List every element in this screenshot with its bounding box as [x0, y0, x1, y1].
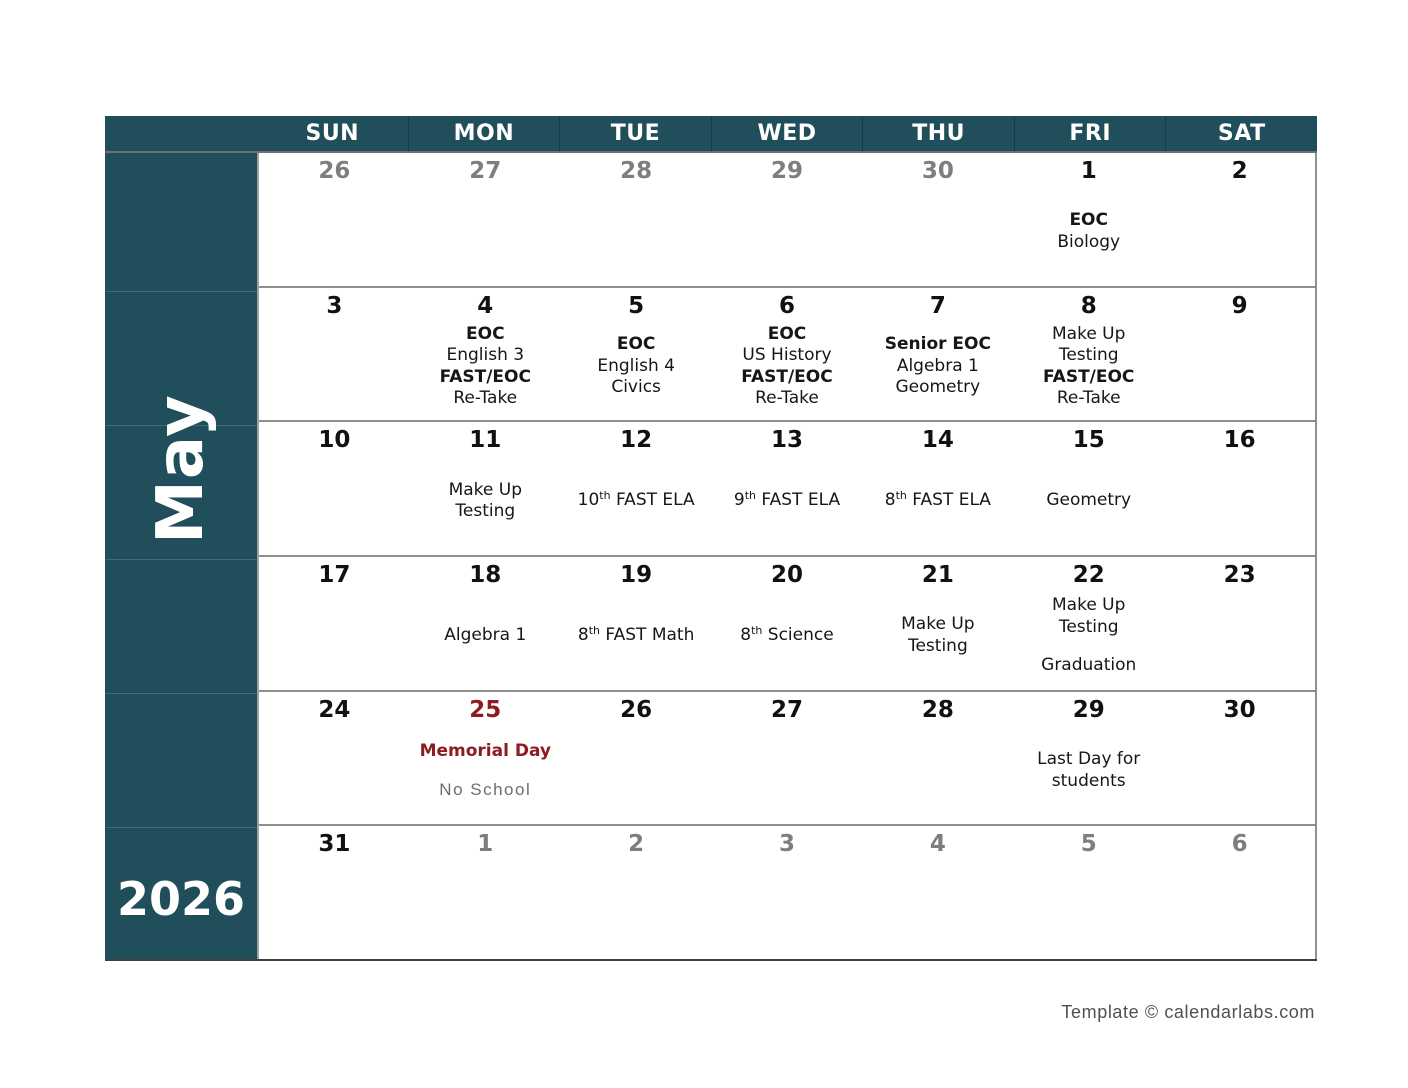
- day-cell: [1013, 692, 1164, 825]
- day-number: 17: [318, 562, 351, 589]
- event-line: Senior EOC: [884, 334, 991, 355]
- day-cell: [410, 153, 561, 286]
- day-number: 30: [921, 158, 954, 184]
- day-number: 29: [770, 158, 803, 184]
- day-number: 4: [929, 831, 946, 858]
- event-line: English 3: [446, 345, 525, 365]
- day-events: [259, 319, 410, 421]
- day-cell: [410, 557, 561, 690]
- day-number: 25: [469, 696, 502, 723]
- day-cell: [410, 422, 561, 555]
- day-cell: [259, 153, 410, 286]
- day-cell: [410, 826, 561, 959]
- day-cell: [1164, 557, 1315, 690]
- day-events: [1013, 453, 1164, 555]
- day-cell: [862, 692, 1013, 825]
- day-number: 26: [620, 696, 653, 723]
- day-cell: [1013, 288, 1164, 421]
- day-number: 2: [1231, 158, 1248, 184]
- day-cell: [712, 153, 863, 286]
- event-text: FAST ELA: [610, 490, 695, 511]
- month-label: May: [144, 394, 218, 544]
- day-events: [1013, 588, 1164, 690]
- event-line: [578, 490, 695, 512]
- day-cell: [1164, 692, 1315, 825]
- event: [1052, 595, 1125, 638]
- event-text: 8: [884, 490, 896, 511]
- event-line: [740, 625, 833, 647]
- day-events: [1013, 319, 1164, 421]
- event: [444, 625, 526, 647]
- event-line: FAST/EOC: [439, 366, 531, 387]
- day-cell: [712, 557, 863, 690]
- day-cell: [561, 692, 712, 825]
- weekday-header-thu: THU: [862, 116, 1014, 151]
- day-events: [410, 857, 561, 959]
- day-events: [259, 184, 410, 286]
- day-events: [1164, 453, 1315, 555]
- day-cell: [1164, 422, 1315, 555]
- day-number: 28: [921, 696, 954, 723]
- event-line: Make Up: [901, 614, 975, 635]
- day-events: [1164, 588, 1315, 690]
- event-line: EOC: [466, 323, 505, 344]
- weekday-header-sat: SAT: [1165, 116, 1317, 151]
- event: [885, 334, 991, 399]
- sidebar-row-divider: [105, 291, 257, 292]
- day-cell: [1164, 288, 1315, 421]
- day-events: [712, 453, 863, 555]
- day-events: [561, 857, 712, 959]
- day-cell: [1164, 153, 1315, 286]
- event-text: 10: [577, 490, 600, 511]
- event-text: FAST ELA: [906, 490, 991, 511]
- event-text: 8: [577, 625, 589, 646]
- day-number: 9: [1231, 292, 1248, 319]
- day-number: 23: [1223, 562, 1256, 589]
- day-events: [561, 723, 712, 825]
- day-events: [712, 588, 863, 690]
- weekday-header-row: [105, 116, 1317, 153]
- event: [420, 741, 551, 763]
- day-number: 5: [628, 292, 645, 319]
- day-number: 7: [929, 292, 946, 319]
- event-line: EOC: [767, 323, 807, 344]
- event-line: Re-Take: [453, 388, 518, 408]
- sidebar-row-divider: [105, 425, 257, 426]
- event: [1041, 655, 1136, 677]
- ordinal-suffix: th: [895, 489, 907, 503]
- sidebar-row-divider: [105, 827, 257, 828]
- sidebar-row-divider: [105, 559, 257, 560]
- day-cell: [410, 692, 561, 825]
- event-line: [885, 490, 991, 512]
- event: [597, 334, 675, 399]
- day-cell: [862, 557, 1013, 690]
- day-events: [1013, 857, 1164, 959]
- event-line: Geometry: [895, 377, 981, 398]
- day-number: 8: [1080, 292, 1097, 319]
- day-cell: [259, 288, 410, 421]
- day-cell: [712, 692, 863, 825]
- week-row: [259, 826, 1315, 959]
- day-number: 31: [318, 831, 351, 858]
- event-line: English 4: [597, 355, 675, 376]
- weekday-header-tue: TUE: [559, 116, 711, 151]
- day-events: [862, 588, 1013, 690]
- day-cell: [862, 422, 1013, 555]
- day-number: 26: [318, 158, 351, 184]
- event-line: Testing: [455, 501, 516, 522]
- event: [449, 480, 522, 523]
- weekday-header-wed: WED: [711, 116, 863, 151]
- event-text: Science: [762, 625, 834, 646]
- day-events: [1164, 857, 1315, 959]
- day-number: 21: [921, 562, 954, 589]
- event-line: Make Up: [1052, 323, 1126, 344]
- day-number: 3: [778, 831, 795, 858]
- day-number: 12: [620, 427, 653, 454]
- event: [741, 324, 832, 410]
- day-number: 3: [326, 292, 343, 319]
- week-row: [259, 422, 1315, 557]
- event-line: Testing: [1058, 345, 1119, 365]
- day-events: [712, 184, 863, 286]
- day-number: 15: [1072, 427, 1105, 454]
- calendar-body: [105, 153, 1317, 961]
- event-line: Re-Take: [1056, 388, 1121, 408]
- event-line: Last Day for: [1037, 749, 1141, 770]
- day-cell: [259, 557, 410, 690]
- event-line: Testing: [907, 635, 968, 656]
- day-number: 27: [770, 696, 803, 723]
- day-events: [862, 319, 1013, 421]
- weekday-header-mon: MON: [408, 116, 560, 151]
- day-number: 18: [469, 562, 502, 589]
- event-line: FAST/EOC: [1043, 366, 1135, 387]
- event-text: FAST ELA: [756, 490, 841, 511]
- day-cell: [1013, 826, 1164, 959]
- day-cell: [712, 826, 863, 959]
- day-events: [561, 453, 712, 555]
- week-row: [259, 692, 1315, 827]
- event-line: EOC: [616, 334, 656, 355]
- day-cell: [712, 288, 863, 421]
- day-events: [1013, 723, 1164, 825]
- day-cell: [259, 826, 410, 959]
- day-cell: [1013, 557, 1164, 690]
- day-events: [862, 857, 1013, 959]
- day-number: 1: [477, 831, 494, 858]
- event-line: [734, 490, 840, 512]
- day-events: [1013, 184, 1164, 286]
- day-events: [862, 453, 1013, 555]
- event-line: [578, 625, 694, 647]
- day-cell: [561, 826, 712, 959]
- event: [1057, 210, 1120, 253]
- day-events: [410, 319, 561, 421]
- day-events: [259, 588, 410, 690]
- day-number: 6: [778, 292, 795, 319]
- event-line: FAST/EOC: [741, 366, 833, 387]
- day-number: 11: [469, 427, 502, 454]
- day-number: 19: [620, 562, 653, 589]
- event: [1043, 324, 1134, 410]
- ordinal-suffix: th: [588, 624, 601, 638]
- weekday-header-fri: FRI: [1014, 116, 1166, 151]
- event-line: students: [1051, 770, 1126, 791]
- day-number: 4: [477, 292, 494, 319]
- day-events: [259, 857, 410, 959]
- day-events: [410, 453, 561, 555]
- day-events: [1164, 319, 1315, 421]
- day-events: [410, 723, 561, 825]
- day-cell: [1013, 422, 1164, 555]
- day-events: [561, 588, 712, 690]
- calendar-grid: [257, 153, 1317, 959]
- day-cell: [259, 692, 410, 825]
- day-events: [410, 588, 561, 690]
- day-cell: [410, 288, 561, 421]
- day-cell: [862, 288, 1013, 421]
- event-line: No School: [439, 780, 532, 800]
- day-cell: [862, 826, 1013, 959]
- event-line: US History: [742, 345, 832, 365]
- event-line: Testing: [1058, 616, 1119, 637]
- event-line: Make Up: [1052, 595, 1126, 616]
- ordinal-suffix: th: [751, 624, 763, 638]
- day-cell: [561, 422, 712, 555]
- event-text: FAST Math: [600, 625, 695, 646]
- day-events: [862, 184, 1013, 286]
- day-cell: [561, 557, 712, 690]
- day-events: [1164, 723, 1315, 825]
- event: [885, 490, 991, 512]
- day-events: [1164, 184, 1315, 286]
- event-line: Graduation: [1041, 655, 1137, 676]
- calendar: [105, 116, 1317, 961]
- sidebar-row-divider: [105, 693, 257, 694]
- day-events: [259, 723, 410, 825]
- day-number: 6: [1231, 831, 1248, 858]
- event: [740, 625, 833, 647]
- event: [1037, 749, 1140, 792]
- event-line: Make Up: [448, 479, 522, 500]
- ordinal-suffix: th: [599, 489, 611, 503]
- day-number: 14: [921, 427, 954, 454]
- footer-credit: Template © calendarlabs.com: [1061, 1002, 1315, 1022]
- ordinal-suffix: th: [744, 489, 757, 503]
- day-events: [561, 184, 712, 286]
- event-line: Biology: [1057, 231, 1121, 252]
- day-events: [712, 857, 863, 959]
- day-cell: [561, 153, 712, 286]
- weekday-header-sun: SUN: [305, 121, 360, 146]
- day-events: [712, 723, 863, 825]
- header-spacer: [105, 116, 257, 151]
- day-number: 1: [1080, 158, 1097, 184]
- day-number: 27: [469, 158, 502, 184]
- day-number: 22: [1072, 562, 1105, 589]
- event-line: EOC: [1069, 210, 1108, 231]
- day-events: [862, 723, 1013, 825]
- month-sidebar: [105, 153, 257, 959]
- year-label: 2026: [116, 872, 246, 926]
- day-cell: [712, 422, 863, 555]
- day-cell: [1164, 826, 1315, 959]
- day-number: 5: [1080, 831, 1097, 858]
- event: [578, 490, 695, 512]
- day-number: 10: [318, 427, 351, 454]
- event: [734, 490, 840, 512]
- day-cell: [259, 422, 410, 555]
- day-events: [259, 453, 410, 555]
- event-text: 8: [740, 625, 752, 646]
- event-line: Civics: [611, 377, 661, 398]
- day-events: [410, 184, 561, 286]
- event-line: Geometry: [1046, 490, 1132, 511]
- event: [439, 779, 531, 801]
- day-cell: [1013, 153, 1164, 286]
- day-cell: [561, 288, 712, 421]
- event-line: Algebra 1: [896, 355, 979, 376]
- event: [901, 614, 974, 657]
- day-number: 2: [628, 831, 645, 858]
- week-row: [259, 153, 1315, 288]
- week-row: [259, 557, 1315, 692]
- day-number: 20: [770, 562, 803, 589]
- day-number: 29: [1072, 696, 1105, 723]
- day-events: [712, 319, 863, 421]
- event: [440, 324, 531, 410]
- day-number: 30: [1223, 696, 1256, 723]
- day-number: 16: [1223, 427, 1256, 454]
- day-number: 24: [318, 696, 351, 723]
- day-number: 28: [620, 158, 653, 184]
- event-text: 9: [733, 490, 745, 511]
- week-row: [259, 288, 1315, 423]
- day-number: 13: [770, 427, 803, 454]
- event: [578, 625, 694, 647]
- day-events: [561, 319, 712, 421]
- event-line: Re-Take: [755, 388, 819, 408]
- event: [1046, 490, 1131, 512]
- event-line: Memorial Day: [419, 740, 551, 761]
- event-line: Algebra 1: [444, 625, 527, 646]
- day-cell: [862, 153, 1013, 286]
